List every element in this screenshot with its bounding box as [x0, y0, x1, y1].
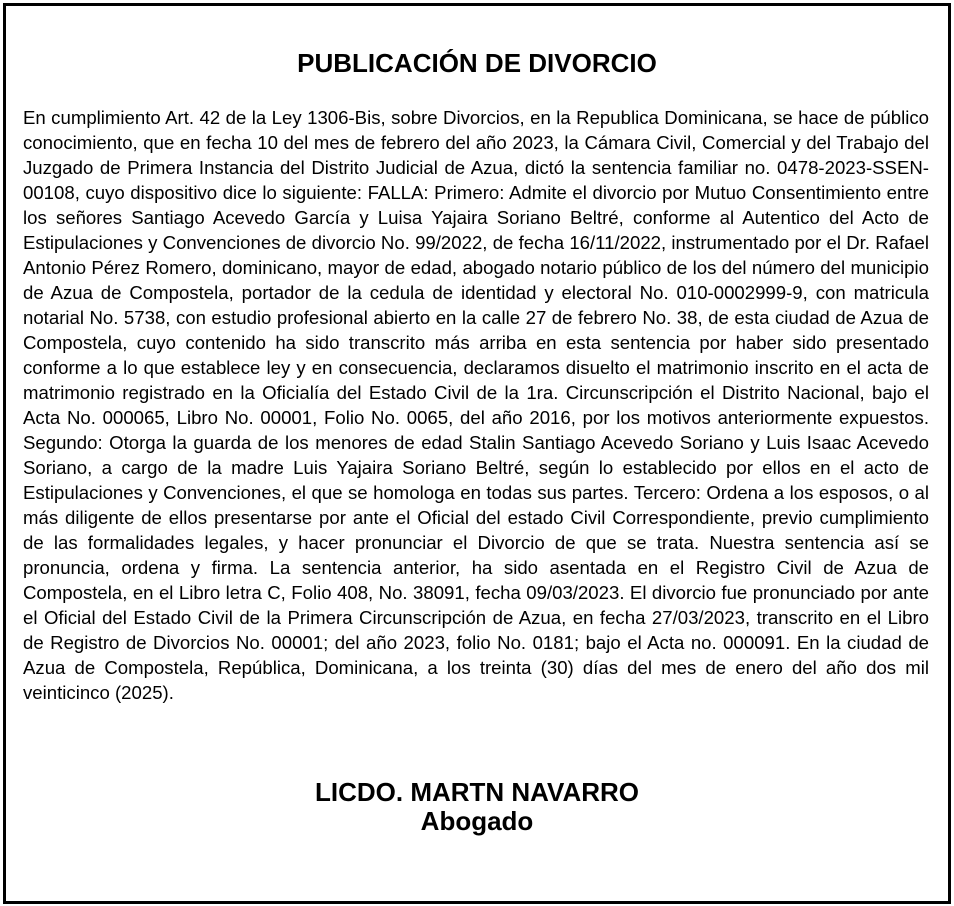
- signatory-role: Abogado: [420, 806, 534, 836]
- notice-frame: [3, 3, 951, 904]
- signatory-name: LICDO. MARTN NAVARRO: [314, 777, 639, 807]
- notice-body: En cumplimiento Art. 42 de la Ley 1306-Bis, sobre Divorcios, en la Republica Dominicana, se hace de público conocimiento, que en fecha 10 del mes de febrero del año 2023, la Cámara Civil, Comercial y del Trabajo del Juzgado de Primera Instancia del Distrito Judicial de Azua, dictó la sentencia familiar no. 0478-2023-SSEN-00108, cuyo dispositivo dice lo siguiente: FALLA: Primero: Admite el divorcio por Mutuo Consentimiento entre los señores Santiago Acevedo García y Luisa Yajaira Soriano Beltré, conforme al Autentico del Acto de Estipulaciones y Convenciones de divorcio No. 99/2022, de fecha 16/11/2022, instrumentado por el Dr. Rafael Antonio Pérez Romero, dominicano, mayor de edad, abogado notario público de los del número del municipio de Azua de Compostela, portador de la cedula de identidad y electoral No. 010-0002999-9, con matricula notarial No. 5738, con estudio profesional abierto en la calle 27 de febrero No. 38, de esta ciudad de Azua de Compostela, cuyo contenido ha sido transcrito más arriba en esta sentencia por haber sido presentado conforme a lo que establece ley y en consecuencia, declaramos disuelto el matrimonio inscrito en el acta de matrimonio registrado en la Oficialía del Estado Civil de la 1ra. Circunscripción el Distrito Nacional, bajo el Acta No. 000065, Libro No. 00001, Folio No. 0065, del año 2016, por los motivos anteriormente expuestos. Segundo: Otorga la guarda de los menores de edad Stalin Santiago Acevedo Soriano y Luis Isaac Acevedo Soriano, a cargo de la madre Luis Yajaira Soriano Beltré, según lo establecido por ellos en el acto de Estipulaciones y Convenciones, el que se homologa en todas sus partes. Tercero: Ordena a los esposos, o al más diligente de ellos presentarse por ante el Oficial del estado Civil Correspondiente, previo cumplimiento de las formalidades legales, y hacer pronunciar el Divorcio de que se trata. Nuestra sentencia así se pronuncia, ordena y firma. La sentencia anterior, ha sido asentada en el Registro Civil de Azua de Compostela, en el Libro letra C, Folio 408, No. 38091, fecha 09/03/2023. El divorcio fue pronunciado por ante el Oficial del Estado Civil de la Primera Circunscripción de Azua, en fecha 27/03/2023, transcrito en el Libro de Registro de Divorcios No. 00001; del año 2023, folio No. 0181; bajo el Acta no. 000091. En la ciudad de Azua de Compostela, República, Dominicana, a los treinta (30) días del mes de enero del año dos mil veinticinco (2025).: [23, 107, 929, 703]
- notice-title: PUBLICACIÓN DE DIVORCIO: [297, 48, 657, 78]
- signature-block: [6, 778, 948, 836]
